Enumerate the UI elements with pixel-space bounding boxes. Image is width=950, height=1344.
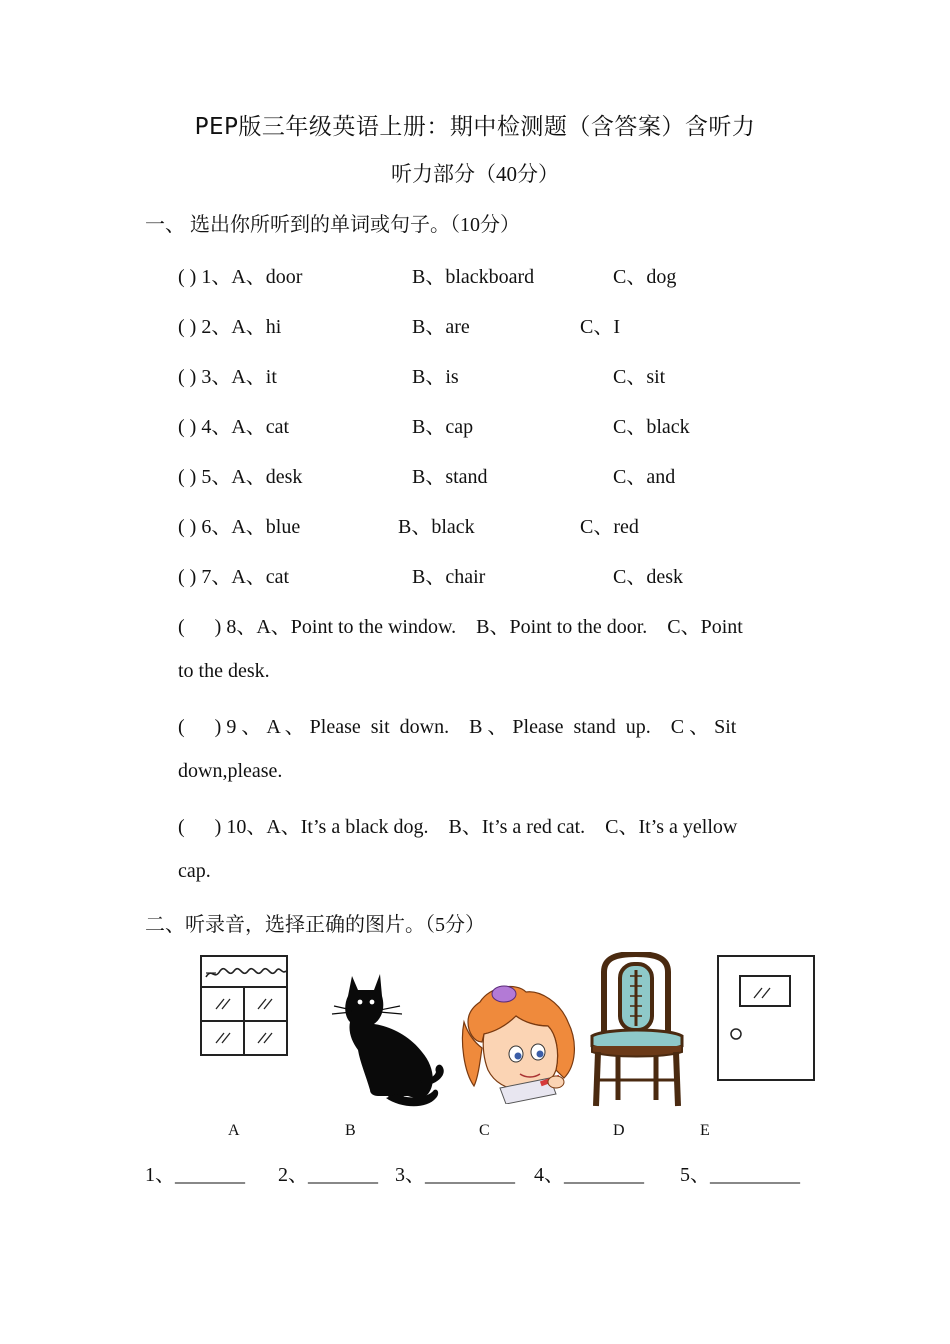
- question-option-b: B、chair: [412, 566, 486, 588]
- answer-blank-5[interactable]: 5、_________: [680, 1164, 800, 1186]
- question-option-c: C、sit: [613, 366, 666, 388]
- chair-icon: [586, 952, 688, 1108]
- question-option-a: ( ) 6、A、blue: [178, 516, 301, 538]
- section1-heading: 一、 选出你所听到的单词或句子。（10分）: [145, 214, 520, 236]
- picture-label-b: B: [345, 1122, 356, 1139]
- answer-blank-3[interactable]: 3、_________: [395, 1164, 515, 1186]
- question-option-c: C、dog: [613, 266, 677, 288]
- question-option-b: B、stand: [412, 466, 488, 488]
- question-10-line1: ( ) 10、A、It’s a black dog. B、It’s a red cat. C、It’s a yellow: [178, 816, 738, 838]
- answer-blank-2[interactable]: 2、_______: [278, 1164, 378, 1186]
- question-option-c: C、and: [613, 466, 676, 488]
- section2-heading: 二、听录音，选择正确的图片。（5分）: [145, 914, 485, 936]
- question-10-line2: cap.: [178, 860, 211, 882]
- door-icon: [716, 954, 816, 1082]
- answer-blank-4[interactable]: 4、________: [534, 1164, 644, 1186]
- question-option-a: ( ) 1、A、door: [178, 266, 303, 288]
- cat-icon: [330, 966, 448, 1110]
- page-title: PEP版三年级英语上册：期中检测题（含答案）含听力: [194, 114, 756, 140]
- window-icon: [198, 953, 290, 1059]
- question-option-c: C、red: [580, 516, 639, 538]
- question-option-b: B、blackboard: [412, 266, 535, 288]
- question-option-b: B、are: [412, 316, 470, 338]
- question-option-a: ( ) 4、A、cat: [178, 416, 290, 438]
- question-option-c: C、black: [613, 416, 690, 438]
- page-subtitle: 听力部分（40分）: [391, 162, 559, 186]
- picture-label-c: C: [479, 1122, 490, 1139]
- question-8-line1: ( ) 8、A、Point to the window. B、Point to the door. C、Point: [178, 616, 743, 638]
- picture-label-e: E: [700, 1122, 710, 1139]
- question-9-line1: ( ) 9 、 A 、 Please sit down. B 、 Please stand up. C 、 Sit: [178, 716, 737, 738]
- question-option-a: ( ) 7、A、cat: [178, 566, 290, 588]
- picture-label-a: A: [228, 1122, 240, 1139]
- question-option-a: ( ) 3、A、it: [178, 366, 277, 388]
- answer-blank-1[interactable]: 1、_______: [145, 1164, 245, 1186]
- question-option-b: B、black: [398, 516, 475, 538]
- question-option-b: B、cap: [412, 416, 474, 438]
- question-8-line2: to the desk.: [178, 660, 270, 682]
- question-option-c: C、I: [580, 316, 620, 338]
- girl-icon: [460, 982, 582, 1104]
- question-option-a: ( ) 5、A、desk: [178, 466, 303, 488]
- picture-label-d: D: [613, 1122, 625, 1139]
- question-9-line2: down,please.: [178, 760, 283, 782]
- question-option-b: B、is: [412, 366, 459, 388]
- question-option-c: C、desk: [613, 566, 683, 588]
- question-option-a: ( ) 2、A、hi: [178, 316, 282, 338]
